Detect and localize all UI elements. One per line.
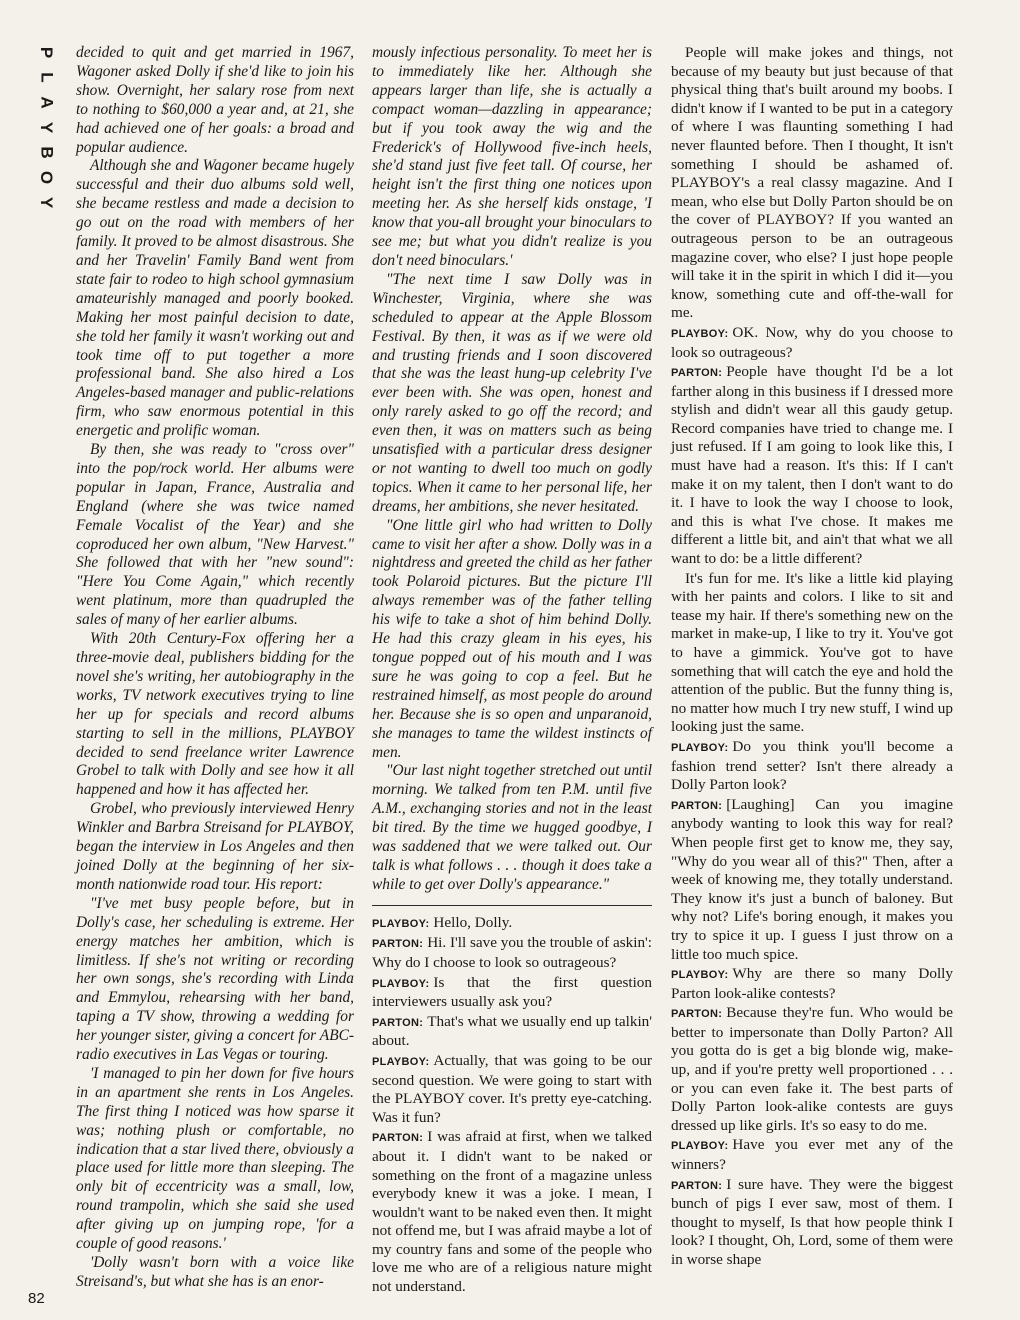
qa-text: It's fun for me. It's like a little kid playing with her paints and colors. I like to sit and tease my hair. If there's something new on the market in make-up, I like to try it. You've got to have a gimmick. You've got to have something that will catch the eye and hold the attention of the public. But the funny thing is, no matter how much I try new stuff, I wind up looking just the same.	[671, 569, 953, 736]
speaker-label: PARTON:	[372, 1132, 424, 1145]
qa-text: I sure have. They were the biggest bunch of pigs I ever saw, most of them. I thought to myself, Is that how people think I look? I thought, Oh, Lord, some of them were in worse shape	[671, 1175, 953, 1268]
qa-text: [Laughing] Can you imagine anybody wanting to look this way for real? When people first get to know me, they say, "Why do you wear all of this?" Then, after a week of knowing me, they totally understand. They know it's just a bunch of baloney. But why not? Life's boring enough, it makes you try to spice it up. I guess I just throw on a little too much spice.	[671, 795, 953, 963]
qa-text: Hello, Dolly.	[433, 913, 513, 931]
column-3	[671, 44, 953, 1284]
speaker-label: PLAYBOY:	[671, 969, 729, 982]
qa-paragraph	[671, 363, 953, 569]
intro-section	[372, 44, 652, 895]
qa-text: People have thought I'd be a lot farther along in this business if I dressed more stylish and didn't wear all this gaudy getup. Record companies have tried to change me. I just refused. If I am going to look like this, I must have had a reason. It's this: If I can't make it on my talent, then I don't want to do it. I have to look the way I choose to look, and this is what I've chose. It makes me different a little bit, and ain't that what we all want to do: be a little different?	[671, 363, 953, 568]
qa-paragraph	[372, 1128, 652, 1296]
intro-paragraph: With 20th Century-Fox offering her a three-movie deal, publishers bidding for the novel she's writing, her autobiography in the works, TV network executives trying to line her up for specials and record albums starting to sell in the millions, PLAYBOY decided to send freelance writer Lawrence Grobel to talk with Dolly and see how it all happened and how it has affected her.	[76, 630, 354, 799]
intro-paragraph: mously infectious personality. To meet her is to immediately like her. Although she appears larger than life, she is actually a compact woman—dazzling in appearance; but if you took away the wig and the Frederick's of Hollywood five-inch heels, she'd stand just five feet tall. Of course, her height isn't the first thing one notices upon meeting her. As she herself kids onstage, 'I know that you-all brought your binoculars to see me; but what you didn't realize is you don't need binoculars.'	[372, 44, 652, 269]
qa-text: OK. Now, why do you choose to look so outrageous?	[671, 323, 953, 361]
qa-paragraph	[671, 965, 953, 1003]
qa-text: Hi. I'll save you the trouble of askin': Why do I choose to look so outrageous?	[372, 934, 653, 971]
magazine-letter: A	[37, 96, 57, 109]
qa-paragraph	[372, 1052, 652, 1127]
speaker-label: PLAYBOY:	[671, 327, 729, 340]
magazine-letter: B	[37, 146, 57, 159]
magazine-letter: Y	[37, 196, 57, 209]
page-number: 82	[28, 1290, 45, 1307]
speaker-label: PARTON:	[671, 799, 723, 812]
magazine-letter: Y	[37, 121, 57, 134]
qa-text: Do you think you'll become a fashion trend setter? Isn't there already a Dolly Parton look?	[671, 737, 953, 794]
interview-section	[372, 914, 652, 1297]
speaker-label: PLAYBOY:	[372, 1055, 430, 1068]
intro-paragraph: "I've met busy people before, but in Dolly's case, her scheduling is extreme. Her energy matches her ambition, which is limitless. If she's not writing or recording her own songs, she's recording with Linda and Emmylou, rehearsing with her band, taping a TV show, throwing a wedding for her younger sister, giving a concert for ABC-radio executives in Las Vegas or touring.	[76, 894, 354, 1064]
qa-text: Have you ever met any of the winners?	[671, 1136, 953, 1174]
speaker-label: PARTON:	[671, 1008, 723, 1021]
qa-text: I was afraid at first, when we talked about it. I didn't want to be naked or something on the front of a magazine unless everybody knew it was a joke. I mean, I wouldn't want to be naked even then. It might not offend me, but I was afraid maybe a lot of my country fans and some of the people who love me who are of a religious nature might not understand.	[372, 1128, 652, 1296]
intro-paragraph: "The next time I saw Dolly was in Winchester, Virginia, where she was scheduled to appear at the Apple Blossom Festival. By then, it was as if we were old and trusting friends and I soon discovered that she was the least hung-up celebrity I've ever been with. She was open, honest and only rarely asked to go off the record; and even then, it was on matters such as being unsatisfied with a particular dress designer or not wanting to dwell too much on godly topics. When it came to her personal life, her dreams, her ambitions, she never hesitated.	[372, 270, 652, 515]
qa-text: That's what we usually end up talkin' about.	[372, 1012, 653, 1050]
intro-paragraph: By then, she was ready to "cross over" into the pop/rock world. Her albums were popular in Japan, France, Australia and England (where she was twice named Female Vocalist of the Year) and she coproduced her own album, "New Harvest." She followed that with her "new sound": "Here You Come Again," which recently went platinum, more than quadrupled the sales of many of her earlier albums.	[76, 441, 354, 629]
qa-text: Actually, that was going to be our second question. We were going to start with the PLAYBOY cover. It's pretty eye-catching. Was it fun?	[372, 1051, 652, 1126]
qa-paragraph	[671, 1136, 953, 1174]
qa-paragraph	[671, 1176, 953, 1270]
magazine-letter: L	[37, 72, 57, 83]
magazine-name-vertical	[30, 40, 64, 215]
speaker-label: PLAYBOY:	[671, 741, 729, 754]
intro-paragraph: Grobel, who previously interviewed Henry Winkler and Barbra Streisand for PLAYBOY, began the interview in Los Angeles and then joined Dolly at the beginning of her six-month nationwide road tour. His report:	[76, 800, 354, 893]
intro-paragraph: 'Dolly wasn't born with a voice like Streisand's, but what she has is an enor-	[76, 1254, 354, 1290]
intro-paragraph: decided to quit and get married in 1967, Wagoner asked Dolly if she'd like to join his show. Overnight, her salary rose from next to nothing to $60,000 a year and, at 21, she had achieved one of her goals: a broad and popular audience.	[76, 44, 354, 156]
qa-paragraph	[671, 796, 953, 964]
qa-text: Is that the first question interviewers usually ask you?	[372, 973, 652, 1011]
qa-paragraph	[671, 570, 953, 737]
qa-paragraph	[671, 738, 953, 795]
speaker-label: PLAYBOY:	[372, 977, 430, 990]
qa-paragraph	[671, 44, 953, 323]
qa-text: People will make jokes and things, not because of my beauty but just because of that physical thing that's built around my boobs. I didn't know if I wanted to be put in a category of where I was flaunting something I had never flaunted before. Then I thought, It isn't something I should be ashamed of. PLAYBOY's a real classy magazine. And I mean, who else but Dolly Parton should be on the cover of PLAYBOY? If you wanted an outrageous person to be an outrageous magazine cover, who else? I just hope people will take it in the spirit in which I did it—you know, something cute and off-the-wall for me.	[671, 44, 953, 322]
column-1	[76, 44, 354, 1290]
qa-paragraph	[372, 974, 652, 1012]
interview-section	[671, 44, 953, 1270]
intro-paragraph: "One little girl who had written to Dolly came to visit her after a show. Dolly was in a nightdress and greeted the child as her father took Polaroid pictures. But the picture I'll always remember was of the father telling his wife to take a shot of him behind Dolly. He had this crazy gleam in his eyes, his tongue popped out of his mouth and I was sure he was going to cop a feel. But he restrained himself, as most people do around her. Because she is so open and unparanoid, she manages to tame the wildest instincts of men.	[372, 516, 652, 761]
intro-paragraph: "Our last night together stretched out until morning. We talked from ten P.M. until five A.M., exchanging stories and not in the least bit tired. By the time we hugged goodbye, I was saddened that we were talked out. Our talk is what follows . . . though it does take a while to get over Dolly's appearance."	[372, 762, 652, 893]
intro-paragraph: 'I managed to pin her down for five hours in an apartment she rents in Los Angeles. The first thing I noticed was how sparse it was; nothing plush or comfortable, no indication that a star lived there, obviously a place used for little more than sleeping. The only bit of eccentricity was a small, low, round trampolin, which she said she used after giving up on jumping rope, 'for a couple of good reasons.'	[76, 1064, 354, 1253]
intro-paragraph: Although she and Wagoner became hugely successful and their duo albums sold well, she became restless and made a decision to go out on the road with members of her family. It proved to be almost disastrous. She and her Travelin' Family Band went from state fair to rodeo to high school gymnasium amateurishly managed and poorly booked. Making her most painful decision to date, she told her family it wasn't working out and took time off to put together a more professional band. She also hired a Los Angeles-based manager and public-relations firm, who saw enormous potential in this energetic and prolific woman.	[76, 157, 354, 440]
qa-paragraph	[671, 324, 953, 362]
intro-section	[76, 44, 354, 1292]
qa-paragraph	[372, 934, 652, 972]
speaker-label: PARTON:	[671, 1179, 723, 1192]
speaker-label: PLAYBOY:	[372, 917, 430, 930]
speaker-label: PLAYBOY:	[671, 1140, 729, 1153]
magazine-letter: P	[37, 46, 57, 59]
qa-text: Because they're fun. Who would be better to impersonate than Dolly Parton? All you gotta do is get a big blonde wig, make-up, and if you're pretty well proportioned . . . or you can even fake it. The best parts of Dolly Parton look-alike contests are guys dressed up like girls. It's so easy to do me.	[671, 1004, 953, 1134]
speaker-label: PARTON:	[372, 938, 424, 951]
section-divider	[372, 905, 652, 906]
magazine-letter: O	[37, 170, 57, 185]
speaker-label: PARTON:	[372, 1016, 424, 1029]
qa-paragraph	[372, 1013, 652, 1051]
column-2	[372, 44, 653, 1296]
qa-paragraph	[671, 1004, 953, 1135]
qa-text: Why are there so many Dolly Parton look-alike contests?	[671, 965, 953, 1002]
speaker-label: PARTON:	[671, 367, 723, 380]
qa-paragraph	[372, 914, 652, 934]
